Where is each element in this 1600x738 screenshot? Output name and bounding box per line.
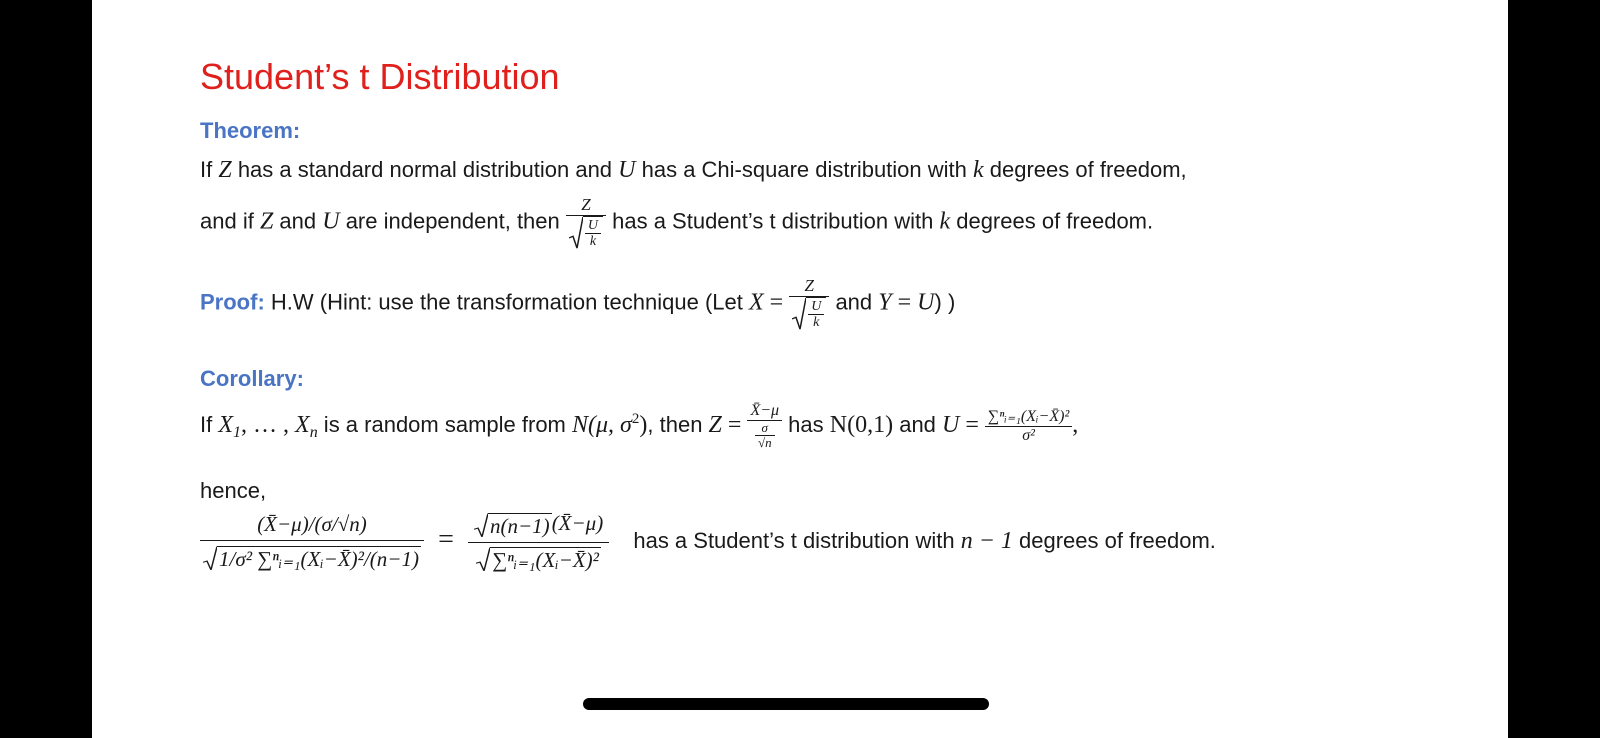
theorem-line-2	[200, 196, 1153, 249]
var-u: U	[917, 289, 935, 316]
equals: =	[763, 289, 790, 316]
frac-k: k	[813, 315, 820, 331]
radical-sign	[203, 546, 217, 571]
radicand: n(n−1)	[490, 513, 550, 538]
frac-denominator	[789, 297, 829, 331]
text: and	[829, 289, 879, 315]
n-minus-one: n − 1	[960, 528, 1013, 555]
proof-fraction	[789, 277, 829, 330]
equals: =	[891, 289, 918, 316]
text: ) )	[934, 289, 956, 315]
frac-numerator: Z	[566, 196, 606, 216]
sqrt	[474, 513, 552, 538]
subscript: n	[309, 423, 318, 441]
u-fraction	[985, 408, 1072, 444]
t-fraction	[566, 196, 606, 249]
frac-numerator: Z	[789, 277, 829, 297]
var-u: U	[942, 411, 960, 438]
home-indicator[interactable]	[583, 698, 989, 710]
frac-denominator	[468, 543, 609, 573]
var-x: X	[295, 411, 310, 438]
var-u: U	[322, 208, 340, 235]
ellipsis: , … ,	[241, 411, 296, 438]
frac-k: k	[589, 234, 597, 250]
xbar-minus-mu: (X̄−μ)	[551, 511, 604, 535]
frac-numerator: X̄−μ	[747, 402, 782, 421]
frac-numerator: ∑ⁿᵢ₌₁(Xᵢ−X̄)²	[985, 408, 1072, 427]
page-title: Student’s t Distribution	[200, 56, 560, 97]
frac-u: U	[808, 299, 824, 315]
text: degrees of freedom.	[950, 208, 1154, 234]
text: has a Chi-square distribution with	[635, 157, 973, 182]
var-y: Y	[878, 289, 892, 316]
subscript: 1	[233, 423, 242, 441]
radical-sign	[792, 297, 806, 331]
frac-denominator	[747, 421, 782, 451]
var-k: k	[973, 157, 984, 183]
frac-root-n: √n	[757, 434, 772, 450]
radical-sign	[476, 547, 490, 572]
text: has a Student’s t distribution with	[633, 528, 961, 554]
text: H.W (Hint: use the transformation technique (Let	[264, 289, 749, 315]
frac-denominator	[200, 541, 424, 571]
frac-numerator	[468, 512, 609, 543]
sum-term: ∑ⁿᵢ₌₁(Xᵢ−X̄)²/(n−1)	[252, 547, 419, 572]
var-z: Z	[708, 411, 722, 438]
slide	[92, 0, 1508, 738]
text: is a random sample from	[317, 411, 572, 437]
var-z: Z	[218, 157, 232, 183]
sqrt	[203, 546, 421, 571]
hence-text: hence,	[200, 478, 267, 503]
text: are independent, then	[339, 208, 566, 234]
var-k: k	[939, 208, 951, 235]
right-fraction	[468, 512, 609, 572]
left-fraction	[200, 513, 424, 571]
frac-denominator	[566, 216, 606, 250]
sqrt	[569, 216, 603, 250]
radical-sign	[569, 216, 583, 250]
proof-heading: Proof:	[200, 289, 265, 315]
corollary-heading: Corollary:	[200, 366, 304, 391]
sqrt	[792, 297, 826, 331]
text: If	[200, 411, 219, 437]
z-fraction	[747, 402, 782, 450]
text: has a Student’s t distribution with	[606, 208, 940, 234]
comma: ,	[1072, 411, 1079, 438]
var-x: X	[218, 411, 234, 438]
one-over-sigma-sq: 1/σ²	[219, 547, 252, 572]
frac-numerator: (X̄−μ)/(σ/√n)	[200, 513, 424, 541]
theorem-line-1	[200, 157, 1187, 184]
frac-denominator: σ²	[1022, 426, 1035, 444]
frac-u: U	[585, 218, 601, 234]
text: , then	[647, 411, 709, 437]
var-u: U	[618, 157, 636, 183]
sqrt	[476, 547, 601, 572]
final-equation	[200, 512, 1216, 572]
text: has	[782, 411, 830, 437]
var-x: X	[748, 289, 764, 316]
normal-dist: N(μ, σ	[572, 411, 632, 438]
std-normal: N(0,1)	[829, 411, 894, 438]
frac-sigma: σ	[755, 421, 775, 436]
equals: =	[721, 411, 748, 438]
text: degrees of freedom.	[1012, 528, 1216, 554]
text: degrees of freedom,	[983, 157, 1187, 182]
paren: )	[639, 411, 648, 438]
text: and if	[200, 208, 260, 234]
radical-sign	[474, 513, 488, 538]
corollary-line	[200, 402, 1078, 450]
equals: =	[959, 411, 985, 438]
text: and	[273, 208, 323, 234]
theorem-heading: Theorem:	[200, 118, 301, 143]
superscript: 2	[631, 410, 640, 427]
text: and	[893, 411, 943, 437]
equals: =	[438, 524, 454, 556]
var-z: Z	[259, 208, 274, 235]
radicand: ∑ⁿᵢ₌₁(Xᵢ−X̄)²	[492, 548, 599, 573]
proof-line	[200, 277, 955, 330]
text: If	[200, 157, 219, 182]
text: has a standard normal distribution and	[231, 157, 619, 182]
